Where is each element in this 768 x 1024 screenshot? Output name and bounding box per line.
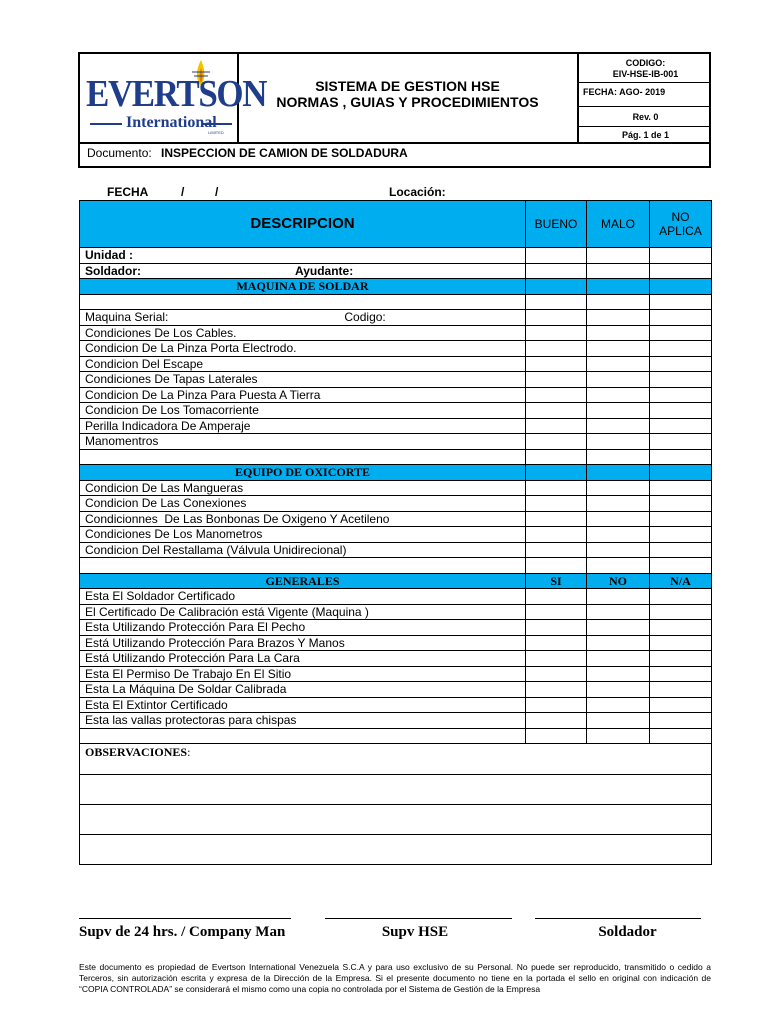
- item-label: Condiciones De Tapas Laterales: [80, 372, 526, 388]
- check-cell[interactable]: [587, 496, 650, 512]
- section-cell: [587, 279, 650, 295]
- check-cell[interactable]: [526, 356, 587, 372]
- check-cell[interactable]: [587, 651, 650, 667]
- check-cell[interactable]: [526, 728, 587, 744]
- table-row: [80, 666, 712, 682]
- header-title-line2: NORMAS , GUIAS Y PROCEDIMIENTOS: [276, 94, 539, 110]
- check-cell[interactable]: [526, 713, 587, 729]
- check-cell[interactable]: [587, 635, 650, 651]
- section-row: [80, 573, 712, 589]
- codigo-label: Codigo:: [344, 310, 386, 325]
- check-cell[interactable]: [587, 449, 650, 465]
- maquina-serial-label: Maquina Serial:: [85, 310, 169, 325]
- check-cell[interactable]: [526, 341, 587, 357]
- col-no-aplica: NO APLICA: [650, 201, 712, 248]
- section-row: [80, 279, 712, 295]
- item-label: Condiciones De Los Cables.: [80, 325, 526, 341]
- observaciones-colon: :: [187, 745, 191, 759]
- check-cell[interactable]: [650, 449, 712, 465]
- table-row: [80, 682, 712, 698]
- signature-supv-hse: Supv HSE: [381, 924, 449, 940]
- check-cell[interactable]: [526, 403, 587, 419]
- fecha-slash: /: [215, 185, 219, 199]
- check-cell[interactable]: [650, 418, 712, 434]
- item-label: Condicion De La Pinza Porta Electrodo.: [80, 341, 526, 357]
- table-row: [80, 449, 712, 465]
- observaciones-row: [80, 775, 712, 805]
- check-cell[interactable]: [587, 418, 650, 434]
- check-cell[interactable]: [587, 248, 650, 264]
- check-cell[interactable]: [650, 682, 712, 698]
- check-cell[interactable]: [526, 449, 587, 465]
- check-cell[interactable]: [650, 604, 712, 620]
- check-cell[interactable]: [587, 263, 650, 279]
- item-label: Condicion Del Escape: [80, 356, 526, 372]
- ayudante-label: Ayudante:: [295, 263, 354, 278]
- check-cell[interactable]: [526, 666, 587, 682]
- locacion-label: Locación:: [389, 185, 446, 199]
- check-cell[interactable]: [526, 604, 587, 620]
- revision: Rev. 0: [632, 112, 659, 122]
- check-cell[interactable]: [587, 620, 650, 636]
- check-cell[interactable]: [587, 558, 650, 574]
- maquina-serial-row: [80, 310, 526, 326]
- footer-disclaimer: Este documento es propiedad de Evertson International Venezuela S.C.A y para uso exclusivo de su Personal. No puede ser reproducido, transmitido o cedido a Terceros, sin autorización escrita y expresa de la Dirección de la Empresa. Si el presente documento no tiene en la portada el sello en original con indicación de “COPIA CONTROLADA” se considerará el mismo como una copia no controlada por el Sistema de Gestión de la Empresa: [79, 962, 711, 994]
- col-no: NO: [587, 573, 650, 589]
- table-row: [80, 728, 712, 744]
- document-header: [78, 52, 711, 168]
- check-cell[interactable]: [526, 418, 587, 434]
- fecha-label: FECHA: [107, 185, 149, 199]
- check-cell[interactable]: [587, 666, 650, 682]
- table-row: [80, 387, 712, 403]
- table-row: [80, 604, 712, 620]
- documento-value: INSPECCION DE CAMION DE SOLDADURA: [161, 146, 408, 160]
- table-row: [80, 511, 712, 527]
- check-cell[interactable]: [587, 356, 650, 372]
- page-number: Pág. 1 de 1: [621, 130, 670, 140]
- check-cell[interactable]: [526, 480, 587, 496]
- check-cell[interactable]: [650, 434, 712, 450]
- table-row: [80, 263, 712, 279]
- check-cell[interactable]: [526, 542, 587, 558]
- item-label: Condicion De La Pinza Para Puesta A Tierra: [80, 387, 526, 403]
- check-cell[interactable]: [526, 558, 587, 574]
- table-row: [80, 325, 712, 341]
- check-cell[interactable]: [587, 682, 650, 698]
- check-cell[interactable]: [587, 341, 650, 357]
- table-row: [80, 620, 712, 636]
- section-cell: [587, 465, 650, 481]
- observaciones-row: [80, 805, 712, 835]
- check-cell[interactable]: [526, 651, 587, 667]
- check-cell[interactable]: [526, 527, 587, 543]
- item-label: Esta Utilizando Protección Para El Pecho: [80, 620, 526, 636]
- item-label: Esta las vallas protectoras para chispas: [80, 713, 526, 729]
- check-cell[interactable]: [587, 589, 650, 605]
- table-row: [80, 434, 712, 450]
- check-cell[interactable]: [650, 651, 712, 667]
- check-cell[interactable]: [587, 325, 650, 341]
- check-cell[interactable]: [650, 372, 712, 388]
- logo-rule: [90, 123, 122, 125]
- signature-line: [79, 918, 291, 919]
- item-label: Condicionnes De Las Bonbonas De Oxigeno Y Acetileno: [80, 511, 526, 527]
- header-title: [240, 78, 575, 110]
- col-na: N/A: [650, 573, 712, 589]
- check-cell[interactable]: [526, 294, 587, 310]
- item-label: Manomentros: [80, 434, 526, 450]
- check-cell[interactable]: [587, 542, 650, 558]
- codigo-label: CODIGO:: [625, 58, 666, 68]
- codigo-cell: [580, 58, 711, 80]
- check-cell[interactable]: [650, 558, 712, 574]
- table-row: [80, 635, 712, 651]
- check-cell[interactable]: [650, 310, 712, 326]
- item-label: Condicion De Los Tomacorriente: [80, 403, 526, 419]
- signature-line: [535, 918, 701, 919]
- table-row: [80, 542, 712, 558]
- table-row: [80, 403, 712, 419]
- header-divider: [577, 54, 579, 142]
- table-row: [80, 527, 712, 543]
- blank-cell: [80, 558, 526, 574]
- logo-main-text: EVERTSON: [86, 73, 267, 115]
- check-cell[interactable]: [650, 248, 712, 264]
- header-title-line1: SISTEMA DE GESTION HSE: [315, 78, 500, 94]
- check-cell[interactable]: [587, 604, 650, 620]
- section-oxicorte: EQUIPO DE OXICORTE: [80, 465, 526, 481]
- check-cell[interactable]: [650, 511, 712, 527]
- check-cell[interactable]: [526, 434, 587, 450]
- item-label: Esta El Soldador Certificado: [80, 589, 526, 605]
- check-cell[interactable]: [650, 589, 712, 605]
- logo-small-text: LIMITED: [208, 130, 224, 135]
- check-cell[interactable]: [587, 728, 650, 744]
- section-generales: GENERALES: [80, 573, 526, 589]
- item-label: Está Utilizando Protección Para La Cara: [80, 651, 526, 667]
- documento-row: [87, 146, 408, 160]
- check-cell[interactable]: [526, 387, 587, 403]
- check-cell[interactable]: [587, 697, 650, 713]
- table-row: [80, 310, 712, 326]
- documento-label: Documento:: [87, 146, 152, 160]
- check-cell[interactable]: [650, 403, 712, 419]
- observaciones-cell[interactable]: [80, 744, 712, 775]
- check-cell[interactable]: [526, 248, 587, 264]
- check-cell[interactable]: [650, 542, 712, 558]
- section-cell: [526, 465, 587, 481]
- section-cell: [526, 279, 587, 295]
- table-row: [80, 651, 712, 667]
- observaciones-label: OBSERVACIONES: [85, 745, 188, 759]
- check-cell[interactable]: [526, 511, 587, 527]
- blank-cell: [80, 449, 526, 465]
- table-header-row: [80, 201, 712, 248]
- check-cell[interactable]: [587, 511, 650, 527]
- blank-cell: [80, 294, 526, 310]
- col-malo: MALO: [587, 201, 650, 248]
- col-si: SI: [526, 573, 587, 589]
- check-cell[interactable]: [587, 713, 650, 729]
- item-label: Esta El Extintor Certificado: [80, 697, 526, 713]
- check-cell[interactable]: [650, 294, 712, 310]
- check-cell[interactable]: [587, 527, 650, 543]
- observaciones-row: [80, 744, 712, 775]
- check-cell[interactable]: [650, 496, 712, 512]
- check-cell[interactable]: [526, 589, 587, 605]
- check-cell[interactable]: [650, 263, 712, 279]
- check-cell[interactable]: [526, 325, 587, 341]
- check-cell[interactable]: [526, 620, 587, 636]
- col-descripcion: DESCRIPCION: [80, 201, 526, 248]
- signature-company-man: Supv de 24 hrs. / Company Man: [79, 924, 286, 940]
- blank-cell: [80, 728, 526, 744]
- check-cell[interactable]: [587, 310, 650, 326]
- table-row: [80, 496, 712, 512]
- check-cell[interactable]: [650, 325, 712, 341]
- header-divider: [80, 142, 711, 144]
- company-logo: [82, 56, 267, 140]
- section-cell: [650, 465, 712, 481]
- check-cell[interactable]: [650, 341, 712, 357]
- check-cell[interactable]: [587, 372, 650, 388]
- check-cell[interactable]: [650, 620, 712, 636]
- check-cell[interactable]: [650, 387, 712, 403]
- observaciones-line[interactable]: [80, 775, 712, 805]
- table-row: [80, 558, 712, 574]
- table-row: [80, 356, 712, 372]
- table-row: [80, 480, 712, 496]
- fecha-slash: /: [181, 185, 185, 199]
- section-row: [80, 465, 712, 481]
- section-cell: [650, 279, 712, 295]
- soldador-row: [80, 263, 526, 279]
- soldador-label: Soldador:: [85, 263, 141, 278]
- item-label: Está Utilizando Protección Para Brazos Y Manos: [80, 635, 526, 651]
- check-cell[interactable]: [526, 697, 587, 713]
- fecha-version: FECHA: AGO- 2019: [583, 87, 666, 97]
- table-row: [80, 589, 712, 605]
- check-cell[interactable]: [587, 480, 650, 496]
- check-cell[interactable]: [650, 635, 712, 651]
- signature-line: [325, 918, 512, 919]
- check-cell[interactable]: [650, 480, 712, 496]
- observaciones-line[interactable]: [80, 805, 712, 835]
- header-divider: [578, 126, 711, 127]
- item-label: Perilla Indicadora De Amperaje: [80, 418, 526, 434]
- signature-soldador: Soldador: [598, 924, 657, 940]
- check-cell[interactable]: [526, 496, 587, 512]
- item-label: Condicion De Las Conexiones: [80, 496, 526, 512]
- table-row: [80, 294, 712, 310]
- table-row: [80, 248, 712, 264]
- check-cell[interactable]: [526, 310, 587, 326]
- header-divider: [578, 82, 711, 83]
- unidad-label: Unidad :: [80, 248, 526, 264]
- header-divider: [578, 106, 711, 107]
- logo-sub-text: International: [126, 114, 217, 131]
- item-label: Condicion Del Restallama (Válvula Unidirecional): [80, 542, 526, 558]
- check-cell[interactable]: [650, 728, 712, 744]
- inspection-table: [79, 200, 712, 865]
- check-cell[interactable]: [587, 387, 650, 403]
- item-label: Esta El Permiso De Trabajo En El Sitio: [80, 666, 526, 682]
- check-cell[interactable]: [526, 635, 587, 651]
- check-cell[interactable]: [587, 403, 650, 419]
- check-cell[interactable]: [526, 372, 587, 388]
- check-cell[interactable]: [526, 682, 587, 698]
- observaciones-line[interactable]: [80, 835, 712, 865]
- check-cell[interactable]: [526, 263, 587, 279]
- check-cell[interactable]: [650, 527, 712, 543]
- item-label: Esta La Máquina De Soldar Calibrada: [80, 682, 526, 698]
- table-row: [80, 697, 712, 713]
- section-maquina: MAQUINA DE SOLDAR: [80, 279, 526, 295]
- codigo-value: EIV-HSE-IB-001: [612, 69, 679, 79]
- check-cell[interactable]: [650, 666, 712, 682]
- check-cell[interactable]: [650, 356, 712, 372]
- table-row: [80, 418, 712, 434]
- check-cell[interactable]: [587, 294, 650, 310]
- item-label: Condiciones De Los Manometros: [80, 527, 526, 543]
- table-row: [80, 372, 712, 388]
- logo-rule: [202, 123, 232, 125]
- check-cell[interactable]: [650, 713, 712, 729]
- col-bueno: BUENO: [526, 201, 587, 248]
- observaciones-row: [80, 835, 712, 865]
- table-row: [80, 341, 712, 357]
- item-label: El Certificado De Calibración está Vigente (Maquina ): [80, 604, 526, 620]
- table-row: [80, 713, 712, 729]
- check-cell[interactable]: [587, 434, 650, 450]
- item-label: Condicion De Las Mangueras: [80, 480, 526, 496]
- check-cell[interactable]: [650, 697, 712, 713]
